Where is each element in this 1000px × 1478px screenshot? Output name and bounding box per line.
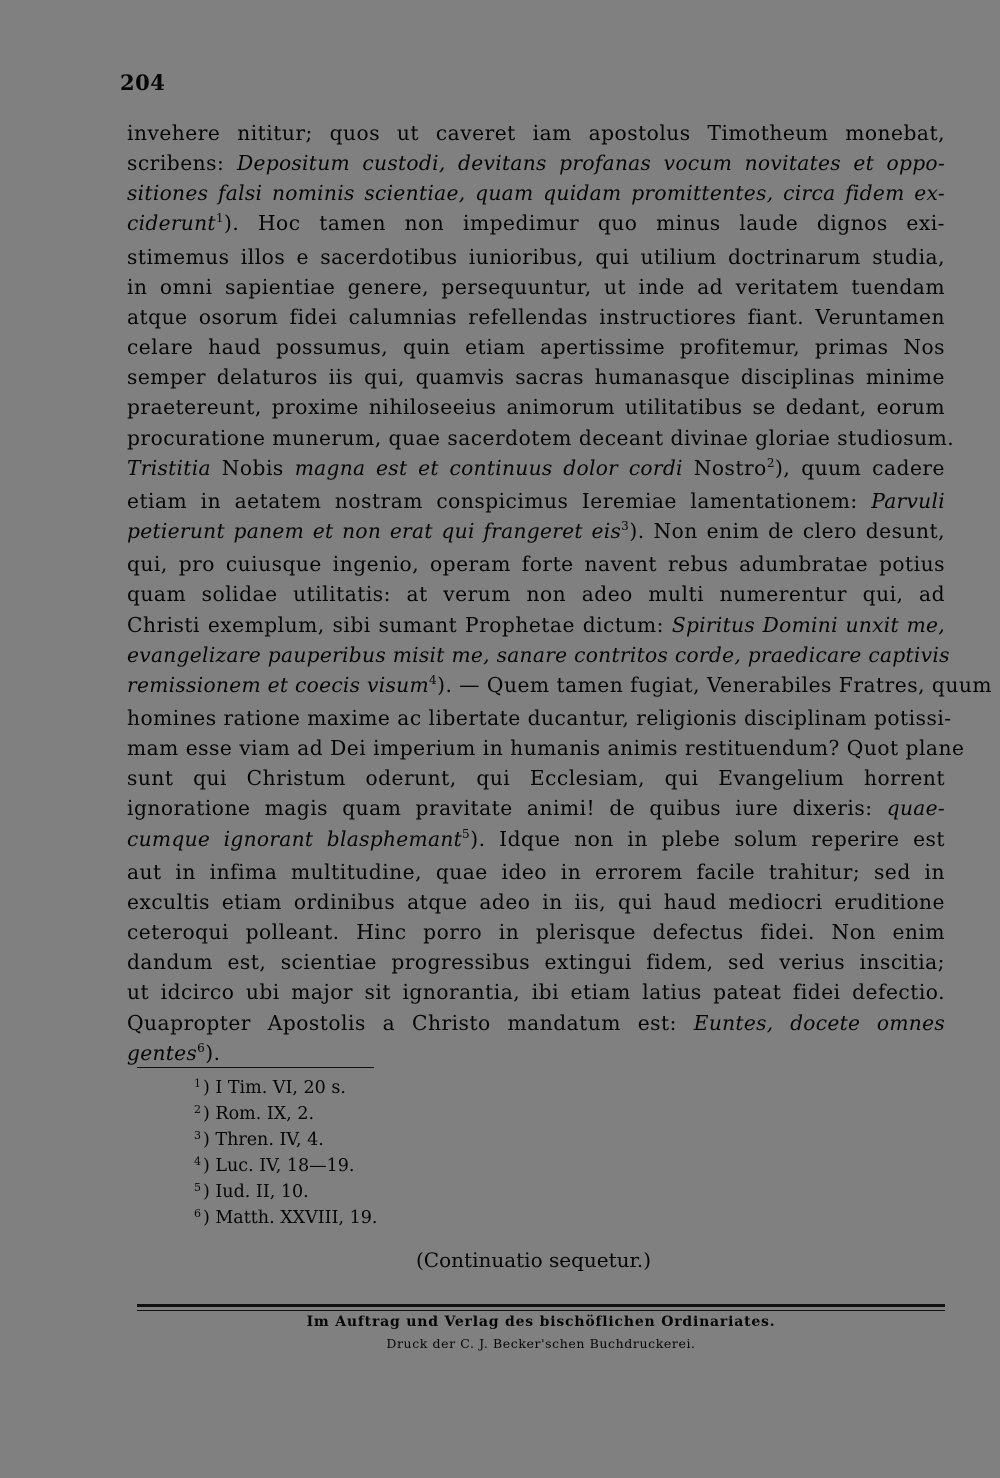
body-line xyxy=(127,332,945,362)
imprint-rule-thin xyxy=(137,1310,945,1311)
text-run: scribens: xyxy=(127,151,237,176)
italic-quotation: Spiritus Domini unxit me, xyxy=(671,612,945,637)
body-line xyxy=(127,917,945,947)
text-run: ). — Quem tamen fugiat, Venerabiles Fratres, quum xyxy=(437,672,992,697)
body-line xyxy=(127,362,945,392)
page-number: 204 xyxy=(120,70,166,95)
body-line xyxy=(127,118,945,148)
italic-quotation: Tristitia xyxy=(127,455,211,480)
body-line xyxy=(127,793,945,823)
footnote-item xyxy=(194,1180,377,1206)
text-run: ). xyxy=(205,1040,221,1065)
italic-quotation: cumque ignorant blasphemant xyxy=(127,826,463,851)
body-line xyxy=(127,857,945,887)
footnote-marker: 6 xyxy=(194,1207,201,1220)
footnote-text: ) Thren. IV, 4. xyxy=(203,1130,324,1150)
footnote-reference: 4 xyxy=(428,672,438,687)
italic-quotation: gentes xyxy=(127,1040,198,1065)
body-line xyxy=(127,763,945,793)
imprint-printer: Druck der C. J. Becker'schen Buchdruckerei. xyxy=(386,1336,696,1351)
footnote-marker: 1 xyxy=(194,1077,201,1090)
italic-quotation: sitiones falsi nominis scientiae, quam quidam promittentes, circa fidem ex- xyxy=(127,181,945,206)
body-line xyxy=(127,1008,945,1038)
body-line xyxy=(127,579,945,609)
footnote-text: ) Iud. II, 10. xyxy=(203,1182,309,1202)
body-line xyxy=(127,1038,945,1071)
body-line xyxy=(127,272,945,302)
text-run: in omni sapientiae genere, persequuntur, ut inde ad veritatem tuendam xyxy=(127,274,945,299)
text-run: praetereunt, proxime nihiloseeius animorum utilitatibus se dedant, eorum xyxy=(127,395,945,420)
body-line xyxy=(127,392,945,422)
body-line xyxy=(127,733,965,763)
footnote-reference: 3 xyxy=(621,519,630,534)
text-run: aut in infima multitudine, quae ideo in errorem facile trahitur; sed in xyxy=(127,859,945,884)
body-line xyxy=(127,423,955,453)
body-line xyxy=(127,887,945,917)
text-run: dandum est, scientiae progressibus extingui fidem, sed verius inscitia; xyxy=(127,950,945,975)
text-run: Christi exemplum, sibi sumant Prophetae dictum: xyxy=(127,612,672,637)
footnote-item xyxy=(194,1128,377,1154)
text-run: ignoratione magis quam pravitate animi! de quibus iure dixeris: xyxy=(127,796,887,821)
body-line xyxy=(127,977,945,1007)
italic-quotation: ciderunt xyxy=(127,211,216,236)
body-line xyxy=(127,703,952,733)
text-run: ut idcirco ubi major sit ignorantia, ibi etiam latius pateat fidei defectio. xyxy=(127,980,945,1005)
footnote-item xyxy=(194,1154,377,1180)
italic-quotation: Euntes, docete omnes xyxy=(693,1010,945,1035)
text-run: quam solidae utilitatis: at verum non adeo multi numerentur qui, ad xyxy=(127,582,945,607)
footnote-reference: 6 xyxy=(197,1040,206,1055)
footnotes xyxy=(194,1076,377,1232)
text-run: excultis etiam ordinibus atque adeo in iis, qui haud mediocri eruditione xyxy=(127,889,945,914)
text-run: homines ratione maxime ac libertate ducantur, religionis disciplinam potissi- xyxy=(127,705,952,730)
footnote-reference: 2 xyxy=(766,455,775,470)
italic-quotation: quae- xyxy=(886,796,945,821)
text-run: ), quum cadere xyxy=(774,455,945,480)
body-line xyxy=(127,208,945,241)
body-line xyxy=(127,640,950,670)
text-run: stimemus illos e sacerdotibus iunioribus, qui utilium doctrinarum studia, xyxy=(127,244,945,269)
text-run: ). Non enim de clero desunt, xyxy=(629,519,945,544)
body-line xyxy=(127,148,945,178)
text-run: qui, pro cuiusque ingenio, operam forte navent rebus adumbratae potius xyxy=(127,552,945,577)
imprint-publisher: Im Auftrag und Verlag des bischöflichen Ordinariates. xyxy=(306,1314,776,1330)
text-run: ). Idque non in plebe solum reperire est xyxy=(470,826,945,851)
italic-quotation: magna est et continuus dolor cordi xyxy=(294,455,683,480)
text-run: etiam in aetatem nostram conspicimus Ieremiae lamentationem: xyxy=(127,488,872,513)
footnote-text: ) I Tim. VI, 20 s. xyxy=(203,1078,346,1098)
footnote-marker: 5 xyxy=(194,1181,201,1194)
body-line xyxy=(127,302,945,332)
text-run: sunt qui Christum oderunt, qui Ecclesiam, qui Evangelium horrent xyxy=(127,766,945,791)
body-line xyxy=(127,824,945,857)
body-line xyxy=(127,516,945,549)
body-line xyxy=(127,549,945,579)
footnote-marker: 4 xyxy=(194,1155,201,1168)
italic-quotation: petierunt panem et non erat qui frangeret eis xyxy=(127,519,622,544)
text-run: Nostro xyxy=(682,455,767,480)
body-text xyxy=(127,118,992,1071)
footnote-item xyxy=(194,1206,377,1232)
imprint-rule-thick xyxy=(137,1304,945,1307)
text-run: procuratione munerum, quae sacerdotem deceant divinae gloriae studiosum. xyxy=(127,425,955,450)
italic-quotation: remissionem et coecis visum xyxy=(127,672,429,697)
footnote-separator xyxy=(137,1067,374,1068)
continuation-note: (Continuatio sequetur.) xyxy=(416,1248,652,1272)
body-line xyxy=(127,178,945,208)
italic-quotation: Depositum custodi, devitans profanas vocum novitates et oppo- xyxy=(236,151,945,176)
footnote-reference: 5 xyxy=(462,826,471,841)
body-line xyxy=(127,670,992,703)
footnote-text: ) Luc. IV, 18—19. xyxy=(203,1156,355,1176)
text-run: Nobis xyxy=(210,455,295,480)
text-run: ). Hoc tamen non impedimur quo minus laude dignos exi- xyxy=(223,211,945,236)
body-line xyxy=(127,947,945,977)
italic-quotation: Parvuli xyxy=(871,488,945,513)
body-line xyxy=(127,486,945,516)
footnote-text: ) Matth. XXVIII, 19. xyxy=(203,1208,378,1228)
footnote-text: ) Rom. IX, 2. xyxy=(203,1104,315,1124)
footnote-marker: 2 xyxy=(194,1103,201,1116)
text-run: semper delaturos iis qui, quamvis sacras humanasque disciplinas minime xyxy=(127,365,945,390)
text-run: invehere nititur; quos ut caveret iam apostolus Timotheum monebat, xyxy=(127,121,945,145)
footnote-reference: 1 xyxy=(215,211,224,226)
body-line xyxy=(127,610,945,640)
text-run: atque osorum fidei calumnias refellendas instructiores fiant. Veruntamen xyxy=(127,304,945,329)
footnote-marker: 3 xyxy=(194,1129,201,1142)
body-line xyxy=(127,453,945,486)
text-run: celare haud possumus, quin etiam apertissime profitemur, primas Nos xyxy=(127,335,945,360)
text-run: Quapropter Apostolis a Christo mandatum est: xyxy=(127,1010,694,1035)
footnote-item xyxy=(194,1076,377,1102)
text-run: mam esse viam ad Dei imperium in humanis animis restituendum? Quot plane xyxy=(127,736,965,761)
text-run: ceteroqui polleant. Hinc porro in plerisque defectus fidei. Non enim xyxy=(127,920,945,945)
body-line xyxy=(127,242,945,272)
footnote-item xyxy=(194,1102,377,1128)
italic-quotation: evangelizare pauperibus misit me, sanare contritos corde, praedicare captivis xyxy=(127,642,950,667)
